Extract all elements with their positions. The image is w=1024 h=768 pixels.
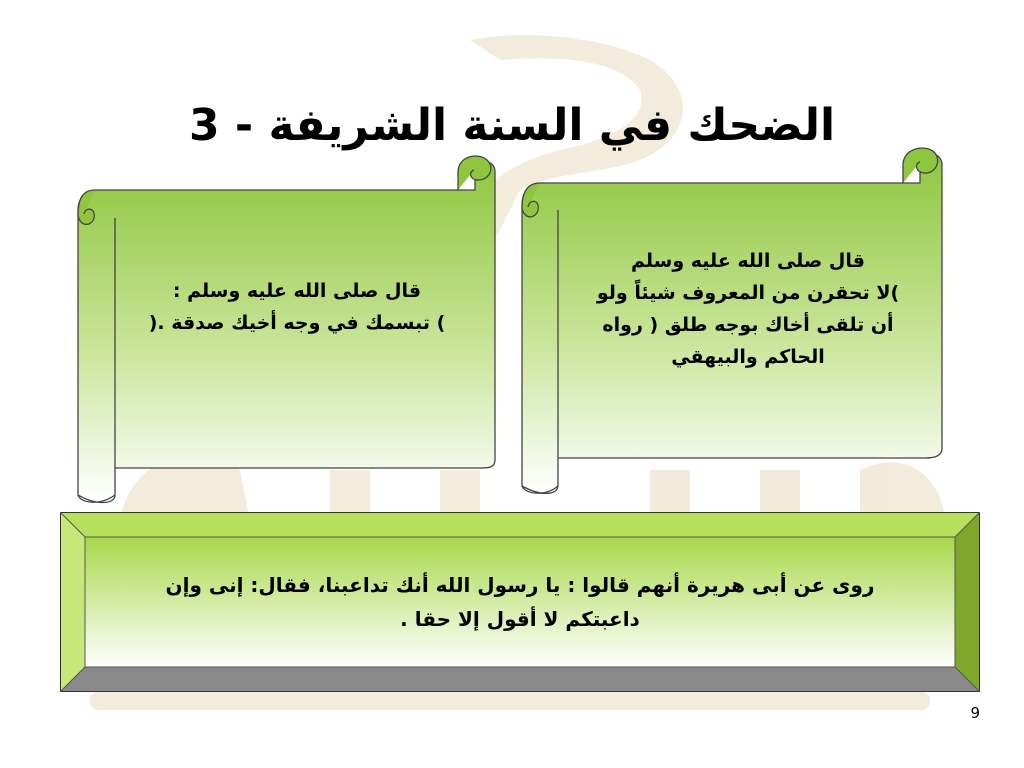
right-scroll-line-1: قال صلى الله عليه وسلم	[631, 250, 865, 272]
page-number: 9	[970, 704, 980, 722]
right-scroll-line-2: )لا تحقرن من المعروف شيئاً ولو	[596, 282, 900, 304]
right-scroll-text	[558, 245, 938, 373]
left-scroll-text	[118, 275, 476, 339]
bottom-line-1: روى عن أبى هريرة أنهم قالوا : يا رسول الله أنك تداعبنا، فقال: إنى وإن	[165, 573, 875, 597]
bottom-line-2: داعبتكم لا أقول إلا حقا .	[400, 607, 640, 631]
right-scroll-line-4: الحاكم والبيهقي	[671, 346, 825, 368]
left-scroll-line-2: ) تبسمك في وجه أخيك صدقة .(	[148, 312, 446, 334]
left-scroll-line-1: قال صلى الله عليه وسلم :	[172, 280, 422, 302]
bottom-hadith-text	[120, 568, 920, 636]
slide-title: الضحك في السنة الشريفة - 3	[188, 100, 836, 152]
right-scroll-line-3: أن تلقى أخاك بوجه طلق ( رواه	[602, 314, 894, 336]
